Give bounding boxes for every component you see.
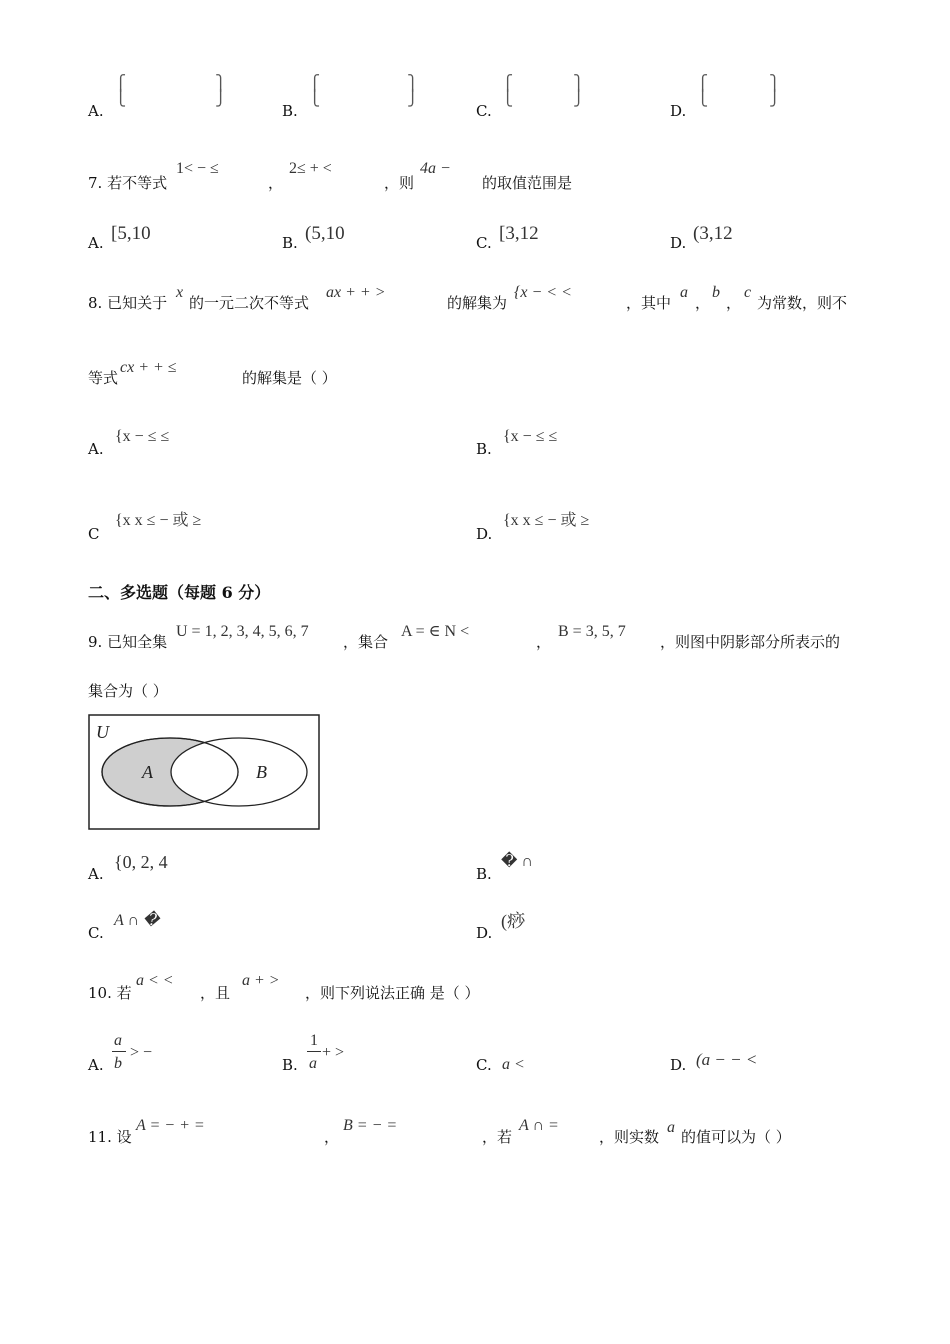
q11-condition: A ∩ =: [519, 1117, 559, 1134]
q10-stem-prefix: 10. 若: [88, 984, 132, 1002]
q8-inequality: ax + + >: [326, 284, 386, 301]
q10-option-d-value: (a − − <: [696, 1050, 758, 1069]
q7-option-c-label: C.: [476, 234, 492, 252]
q7-option-b-label: B.: [282, 234, 298, 252]
q9-stem-prefix: 9. 已知全集: [88, 633, 168, 651]
q10-option-d-label: D.: [670, 1056, 687, 1074]
q8-option-d-label: D.: [476, 525, 493, 543]
q8-option-a-label: A.: [88, 440, 104, 458]
q11-comma-1: ，: [324, 1128, 340, 1146]
q10-stem-mid: ，且: [200, 984, 231, 1002]
q8-option-b-value: {x − ≤ ≤: [503, 428, 558, 445]
q10-option-a-label: A.: [88, 1056, 104, 1074]
q11-set-b-def: B = − =: [343, 1117, 398, 1134]
q7-stem-prefix: 7. 若不等式: [88, 174, 168, 192]
q8-option-c-label: C: [88, 525, 100, 543]
q10-stem-suffix: ，则下列说法正确 是（ ）: [305, 984, 480, 1002]
q11-stem-mid: ，若: [482, 1128, 513, 1146]
q6-option-b-label: B.: [282, 102, 298, 120]
q9-option-d-label: D.: [476, 924, 493, 942]
q6-option-b-right-brace: ⎫ ⎭: [407, 76, 419, 107]
q8-var-c: c: [744, 284, 752, 301]
section-heading: 二、多选题（每题 6 分）: [88, 583, 271, 602]
q8-line2-suffix: 的解集是（ ）: [242, 369, 337, 387]
q11-stem-suffix: 的值可以为（ ）: [681, 1128, 791, 1146]
q6-option-c-label: C.: [476, 102, 492, 120]
q7-inequality-2: 2≤ + <: [289, 160, 332, 177]
q9-option-b-label: B.: [476, 865, 492, 883]
q9-set-b-def: B = 3, 5, 7: [558, 623, 626, 640]
q10-inequality-2: a + >: [242, 972, 280, 989]
q6-option-b-left-brace: ⎧ ⎩: [309, 76, 321, 107]
q9-line2: 集合为（ ）: [88, 682, 168, 700]
q8-stem-mid-1: 的一元二次不等式: [189, 294, 310, 312]
q6-option-a-left-brace: ⎧ ⎩: [115, 76, 127, 107]
q10-option-b-fraction-bar: [307, 1051, 321, 1052]
q6-option-a-right-brace: ⎫ ⎭: [215, 76, 227, 107]
q10-option-a-denominator: b: [114, 1055, 122, 1072]
q9-option-d-value: (痧: [501, 911, 525, 931]
q6-option-d-left-brace: ⎧ ⎩: [697, 76, 709, 107]
q10-inequality-1: a < <: [136, 972, 174, 989]
q9-option-a-value: {0, 2, 4: [114, 852, 168, 872]
q6-option-c-right-brace: ⎫ ⎭: [573, 76, 585, 107]
q6-option-c-left-brace: ⎧ ⎩: [502, 76, 514, 107]
q8-sep-1: ，: [695, 294, 711, 312]
q8-option-b-label: B.: [476, 440, 492, 458]
q9-stem-suffix: ，则图中阴影部分所表示的: [660, 633, 841, 651]
q7-inequality-1: 1< − ≤: [176, 160, 219, 177]
venn-diagram: [88, 714, 322, 832]
q10-option-a-numerator: a: [114, 1032, 122, 1049]
q8-inequality-2: cx + + ≤: [120, 359, 177, 376]
q7-comma-1: ，: [268, 174, 284, 192]
q10-option-b-numerator: 1: [310, 1032, 318, 1049]
q9-option-b-value: � ∩: [501, 853, 533, 870]
set-b-label: B: [256, 762, 267, 782]
q8-var-x: x: [176, 284, 184, 301]
q11-stem-mid-2: ，则实数: [599, 1128, 660, 1146]
q8-line2-prefix: 等式: [88, 369, 119, 387]
q9-stem-mid-1: ，集合: [343, 633, 389, 651]
q9-option-a-label: A.: [88, 865, 104, 883]
q10-option-b-rest: + >: [322, 1044, 345, 1061]
q10-option-a-fraction-bar: [112, 1051, 126, 1052]
q9-set-a-def: A = ∈ N <: [401, 623, 470, 640]
q8-option-a-value: {x − ≤ ≤: [115, 428, 170, 445]
q8-stem-mid-2: 的解集为: [447, 294, 508, 312]
q6-option-a-label: A.: [88, 102, 104, 120]
q10-option-b-label: B.: [282, 1056, 298, 1074]
q6-option-d-right-brace: ⎫ ⎭: [769, 76, 781, 107]
q6-option-d-label: D.: [670, 102, 687, 120]
q11-set-a-def: A = − + =: [136, 1117, 205, 1134]
q8-option-c-value: {x x ≤ − 或 ≥: [115, 512, 202, 529]
q8-solution-set: {x − < <: [514, 284, 572, 301]
q11-stem-prefix: 11. 设: [88, 1128, 132, 1146]
q8-stem-prefix: 8. 已知关于: [88, 294, 168, 312]
q8-var-a: a: [680, 284, 688, 301]
q10-option-b-denominator: a: [309, 1055, 317, 1072]
q9-option-c-label: C.: [88, 924, 104, 942]
q9-option-c-value: A ∩ �: [114, 912, 160, 929]
q7-comma-2: ，则: [384, 174, 415, 192]
q10-option-c-label: C.: [476, 1056, 492, 1074]
q8-stem-mid-3: ，其中: [626, 294, 672, 312]
universe-label: U: [96, 722, 109, 742]
q7-option-a-value: [5,10: [111, 223, 151, 244]
q8-sep-2: ，: [726, 294, 742, 312]
q11-var-a: a: [667, 1119, 675, 1136]
q10-option-c-value: a <: [502, 1056, 525, 1073]
q7-stem-suffix: 的取值范围是: [482, 174, 573, 192]
q7-option-d-value: (3,12: [693, 223, 733, 244]
q9-universe-def: U = 1, 2, 3, 4, 5, 6, 7: [176, 623, 309, 640]
q10-option-a-rest: > −: [130, 1044, 153, 1061]
q7-option-a-label: A.: [88, 234, 104, 252]
set-a-label: A: [142, 762, 153, 782]
q9-stem-mid-2: ，: [536, 633, 552, 651]
q8-option-d-value: {x x ≤ − 或 ≥: [503, 512, 590, 529]
q8-stem-suffix: 为常数，则不: [757, 294, 848, 312]
q7-option-c-value: [3,12: [499, 223, 539, 244]
q7-option-b-value: (5,10: [305, 223, 345, 244]
q7-expression: 4a −: [420, 160, 451, 177]
q8-var-b: b: [712, 284, 720, 301]
q7-option-d-label: D.: [670, 234, 687, 252]
